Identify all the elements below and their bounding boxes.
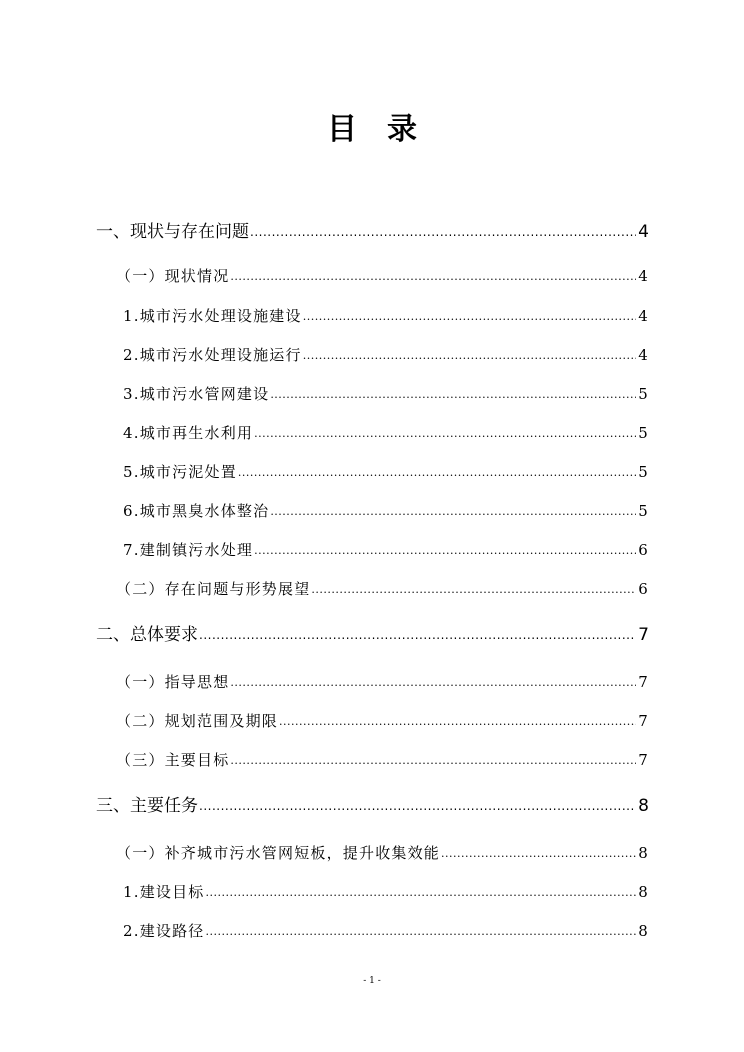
dot-leader: [254, 538, 636, 564]
dot-leader: [199, 793, 636, 819]
dot-leader: [230, 748, 636, 774]
toc-entry-label: 二、总体要求: [96, 625, 198, 645]
toc-entry-subsection[interactable]: [123, 381, 649, 407]
toc-entry-label: （三）主要目标: [116, 751, 230, 769]
toc-entry-subsection[interactable]: [123, 537, 649, 563]
toc-entry-label: （一）现状情况: [116, 267, 230, 285]
toc-entry-label: 1.建设目标: [123, 883, 205, 901]
toc-entry-page: 7: [638, 625, 649, 645]
toc-entry-page: 8: [638, 796, 649, 816]
toc-entry-label: 3.城市污水管网建设: [123, 385, 270, 403]
dot-leader: [238, 460, 636, 486]
toc-entry-chapter[interactable]: [96, 622, 649, 648]
toc-entry-page: 8: [638, 922, 649, 940]
dot-leader: [250, 219, 636, 245]
toc-entry-subsection[interactable]: [123, 879, 649, 905]
toc-entry-page: 4: [638, 222, 649, 242]
toc-entry-section[interactable]: [116, 669, 649, 695]
toc-entry-chapter[interactable]: [96, 793, 649, 819]
toc-entry-section[interactable]: [116, 840, 649, 866]
toc-entry-label: 2.城市污水处理设施运行: [123, 346, 302, 364]
toc-entry-section[interactable]: [116, 576, 649, 602]
toc-entry-label: 一、现状与存在问题: [96, 222, 249, 242]
toc-entry-page: 8: [638, 883, 649, 901]
dot-leader: [279, 709, 636, 735]
dot-leader: [206, 880, 637, 906]
toc-entry-page: 8: [638, 844, 649, 862]
dot-leader: [230, 670, 636, 696]
toc-title-char-2: 录: [387, 112, 417, 147]
toc-entry-page: 7: [638, 712, 649, 730]
toc-entry-label: 6.城市黑臭水体整治: [123, 502, 270, 520]
toc-entry-section[interactable]: [116, 708, 649, 734]
toc-entry-label: 7.建制镇污水处理: [123, 541, 254, 559]
toc-entry-label: 三、主要任务: [96, 796, 198, 816]
toc-entry-subsection[interactable]: [123, 459, 649, 485]
toc-entry-label: （二）规划范围及期限: [116, 712, 279, 730]
toc-entry-subsection[interactable]: [123, 342, 649, 368]
toc-entry-page: 4: [638, 307, 649, 325]
toc-entry-label: （一）补齐城市污水管网短板，提升收集效能: [116, 844, 441, 862]
toc-entry-page: 7: [638, 751, 649, 769]
dot-leader: [270, 499, 636, 525]
dot-leader: [230, 264, 636, 290]
toc-entry-page: 5: [638, 424, 649, 442]
toc-entry-section[interactable]: [116, 747, 649, 773]
toc-entry-page: 5: [638, 385, 649, 403]
toc-title-char-1: 目: [327, 112, 357, 147]
toc-entry-subsection[interactable]: [123, 303, 649, 329]
toc-entry-label: 1.城市污水处理设施建设: [123, 307, 302, 325]
dot-leader: [311, 577, 636, 603]
dot-leader: [270, 382, 636, 408]
toc-entry-page: 6: [638, 580, 649, 598]
toc-entry-chapter[interactable]: [96, 219, 649, 245]
dot-leader: [303, 304, 637, 330]
dot-leader: [303, 343, 637, 369]
toc-entry-page: 5: [638, 502, 649, 520]
toc-entry-label: 5.城市污泥处置: [123, 463, 237, 481]
dot-leader: [206, 919, 637, 945]
toc-entry-label: （二）存在问题与形势展望: [116, 580, 311, 598]
toc-entry-label: 4.城市再生水利用: [123, 424, 254, 442]
toc-entry-section[interactable]: [116, 263, 649, 289]
dot-leader: [254, 421, 636, 447]
toc-entry-page: 4: [638, 346, 649, 364]
toc-entry-page: 4: [638, 267, 649, 285]
toc-entry-page: 7: [638, 673, 649, 691]
dot-leader: [441, 841, 636, 867]
toc-entry-subsection[interactable]: [123, 918, 649, 944]
toc-entry-subsection[interactable]: [123, 498, 649, 524]
toc-entry-page: 6: [638, 541, 649, 559]
toc-entry-subsection[interactable]: [123, 420, 649, 446]
page-number-footer: - 1 -: [363, 976, 381, 986]
toc-entry-label: （一）指导思想: [116, 673, 230, 691]
toc-entry-label: 2.建设路径: [123, 922, 205, 940]
toc-entry-page: 5: [638, 463, 649, 481]
dot-leader: [199, 622, 636, 648]
